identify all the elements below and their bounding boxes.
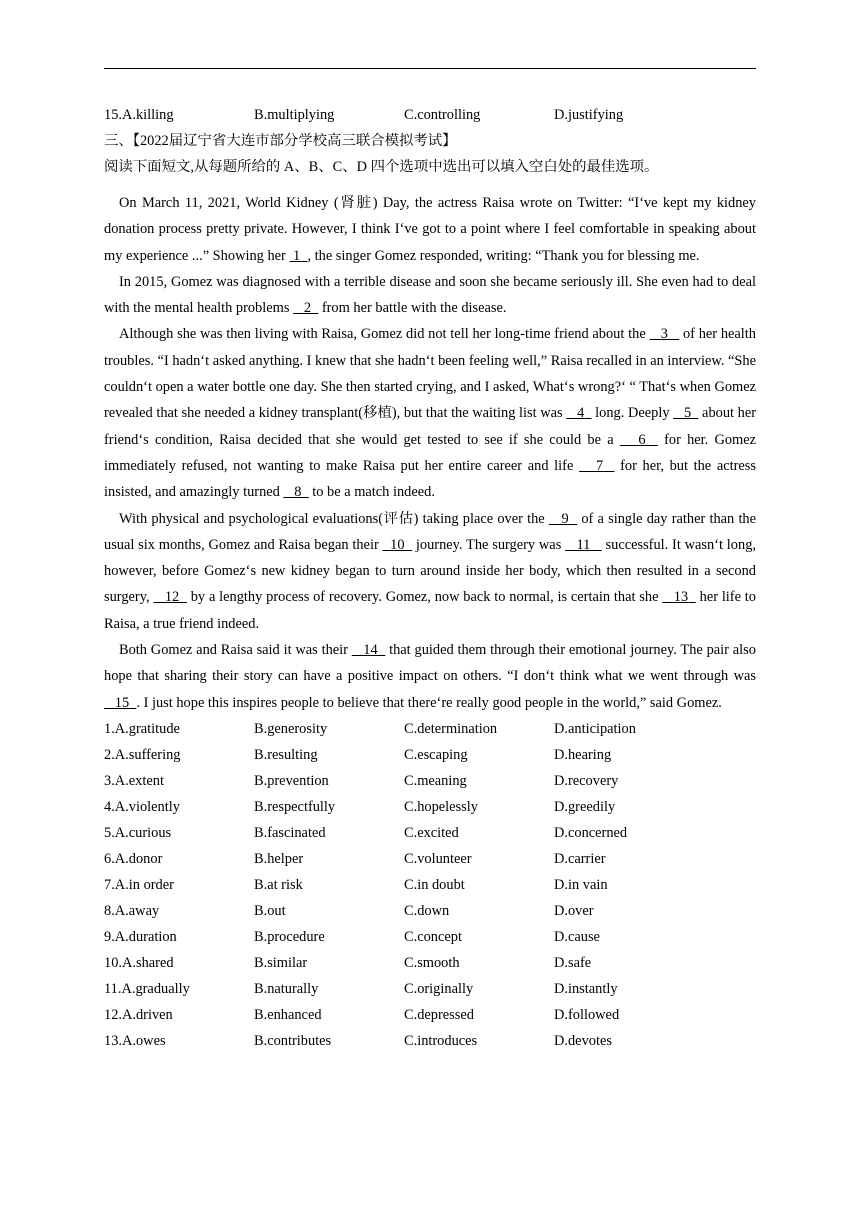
blank-2: 2: [303, 300, 312, 317]
option-d: D.greedily: [554, 798, 616, 815]
option-a: 1.A.gratitude: [104, 720, 180, 737]
option-b: B.generosity: [254, 720, 328, 737]
option-c: C.escaping: [404, 746, 468, 763]
option-row: [104, 950, 756, 976]
option-row: [104, 768, 756, 794]
option-a: 11.A.gradually: [104, 980, 190, 997]
blank-14: 14: [363, 642, 378, 659]
option-row: [104, 742, 756, 768]
option-row: [104, 846, 756, 872]
option-c: C.controlling: [404, 107, 481, 123]
option-c: C.originally: [404, 980, 474, 997]
option-row: [104, 976, 756, 1002]
option-d: D.in vain: [554, 876, 608, 893]
blank-6: 6: [638, 431, 646, 448]
option-d: D.followed: [554, 1006, 620, 1023]
blank-15: 15: [114, 694, 130, 711]
option-b: B.similar: [254, 954, 308, 971]
blank-4: 4: [577, 405, 585, 422]
option-b: B.out: [254, 902, 286, 919]
option-c: C.hopelessly: [404, 798, 478, 815]
option-a: 13.A.owes: [104, 1032, 166, 1049]
answer-options: [104, 716, 756, 1054]
option-a: 10.A.shared: [104, 954, 174, 971]
option-row: [104, 898, 756, 924]
passage: [104, 190, 756, 716]
option-d: D.anticipation: [554, 720, 636, 737]
option-d: D.safe: [554, 954, 592, 971]
option-c: C.down: [404, 902, 450, 919]
option-row: [104, 872, 756, 898]
blank-11: 11: [576, 536, 591, 553]
option-b: B.helper: [254, 850, 304, 867]
option-row: [104, 1002, 756, 1028]
option-a: 8.A.away: [104, 902, 160, 919]
blank-10: 10: [390, 536, 405, 553]
option-b: B.contributes: [254, 1032, 332, 1049]
option-c: C.excited: [404, 824, 459, 841]
blank-12: 12: [164, 589, 180, 606]
option-c: C.volunteer: [404, 850, 472, 867]
option-d: D.devotes: [554, 1032, 612, 1049]
option-b: B.at risk: [254, 876, 303, 893]
blank-3: 3: [660, 326, 668, 343]
option-a: 4.A.violently: [104, 798, 180, 815]
option-row: [104, 820, 756, 846]
option-c: C.meaning: [404, 772, 467, 789]
paragraph-5: Both Gomez and Raisa said it was their 14 that guided them through their emotional journey. The pair also hope that sharing their story can have a positive impact on others. “I don‘t think what we went through was 15 . I just hope this inspires people to believe that there‘re really good people in the world,” said Gomez.: [104, 642, 756, 711]
option-d: D.justifying: [554, 107, 624, 123]
paragraph-3: Although she was then living with Raisa, Gomez did not tell her long-time friend about the 3 of her health troubles. “I hadn‘t asked anything. I knew that she hadn‘t been feeling well,” Raisa recalled in an interview. “She couldn‘t open a water bottle one day. She then started crying, and I asked, What‘s wrong?‘ “ That‘s when Gomez revealed that she needed a kidney transplant(移植), but that the waiting list was 4 long. Deeply 5 about her friend‘s condition, Raisa decided that she would get tested to see if she could be a 6 for her. Gomez immediately refused, not wanting to make Raisa put her entire career and life 7 for her, but the actress insisted, and amazingly turned 8 to be a match indeed.: [104, 326, 757, 501]
option-c: C.introduces: [404, 1032, 478, 1049]
blank-8: 8: [294, 484, 302, 501]
option-c: C.depressed: [404, 1006, 474, 1023]
option-d: D.recovery: [554, 772, 619, 789]
option-a: 3.A.extent: [104, 772, 164, 789]
option-row: [104, 1028, 756, 1054]
header-rule: [104, 68, 756, 69]
blank-9: 9: [561, 510, 569, 527]
option-b: B.enhanced: [254, 1006, 322, 1023]
option-a: 5.A.curious: [104, 824, 172, 841]
option-c: C.smooth: [404, 954, 460, 971]
option-a: 9.A.duration: [104, 928, 177, 945]
option-b: B.multiplying: [254, 107, 335, 123]
option-c: C.in doubt: [404, 876, 465, 893]
paragraph-1: On March 11, 2021, World Kidney (肾脏) Day, the actress Raisa wrote on Twitter: “I‘ve kept my kidney donation process pretty private. However, I think I‘ve got to a point where I feel comfortable in speaking about my experience ...” Showing her 1 , the singer Gomez responded, writing: “Thank you for blessing me.: [104, 195, 756, 264]
document-page: [104, 102, 756, 1054]
option-c: C.determination: [404, 720, 498, 737]
option-d: D.concerned: [554, 824, 628, 841]
option-d: D.carrier: [554, 850, 606, 867]
paragraph-2: In 2015, Gomez was diagnosed with a terrible disease and soon she became seriously ill. She even had to deal with the mental health problems 2 from her battle with the disease.: [104, 273, 756, 317]
option-b: B.respectfully: [254, 798, 336, 815]
option-b: B.fascinated: [254, 824, 326, 841]
option-a: 7.A.in order: [104, 876, 174, 893]
section-header: 三、【2022届辽宁省大连市部分学校高三联合模拟考试】: [104, 133, 457, 149]
option-c: C.concept: [404, 928, 462, 945]
option-d: D.hearing: [554, 746, 612, 763]
blank-13: 13: [673, 589, 689, 606]
option-row: [104, 924, 756, 950]
instruction: 阅读下面短文,从每题所给的 A、B、C、D 四个选项中选出可以填入空白处的最佳选项。: [104, 159, 659, 175]
option-b: B.procedure: [254, 928, 325, 945]
option-row: [104, 716, 756, 742]
option-d: D.over: [554, 902, 594, 919]
blank-1: 1: [293, 247, 301, 264]
option-a: 2.A.suffering: [104, 746, 181, 763]
option-b: B.prevention: [254, 772, 329, 789]
option-b: B.naturally: [254, 980, 319, 997]
option-a: 12.A.driven: [104, 1006, 173, 1023]
option-d: D.cause: [554, 928, 600, 945]
paragraph-4: With physical and psychological evaluations(评估) taking place over the 9 of a single day rather than the usual six months, Gomez and Raisa began their 10 journey. The surgery was 11 successful. It wasn‘t long, however, before Gomez‘s new kidney began to turn around inside her body, which then resulted in a second surgery, 12 by a lengthy process of recovery. Gomez, now back to normal, is certain that she 13 her life to Raisa, a true friend indeed.: [104, 510, 757, 632]
option-row: [104, 794, 756, 820]
option-b: B.resulting: [254, 746, 318, 763]
blank-7: 7: [595, 457, 604, 474]
option-d: D.instantly: [554, 980, 618, 997]
blank-5: 5: [684, 405, 692, 422]
option-row-15: [104, 102, 756, 128]
option-a: 15.A.killing: [104, 107, 174, 123]
option-a: 6.A.donor: [104, 850, 163, 867]
